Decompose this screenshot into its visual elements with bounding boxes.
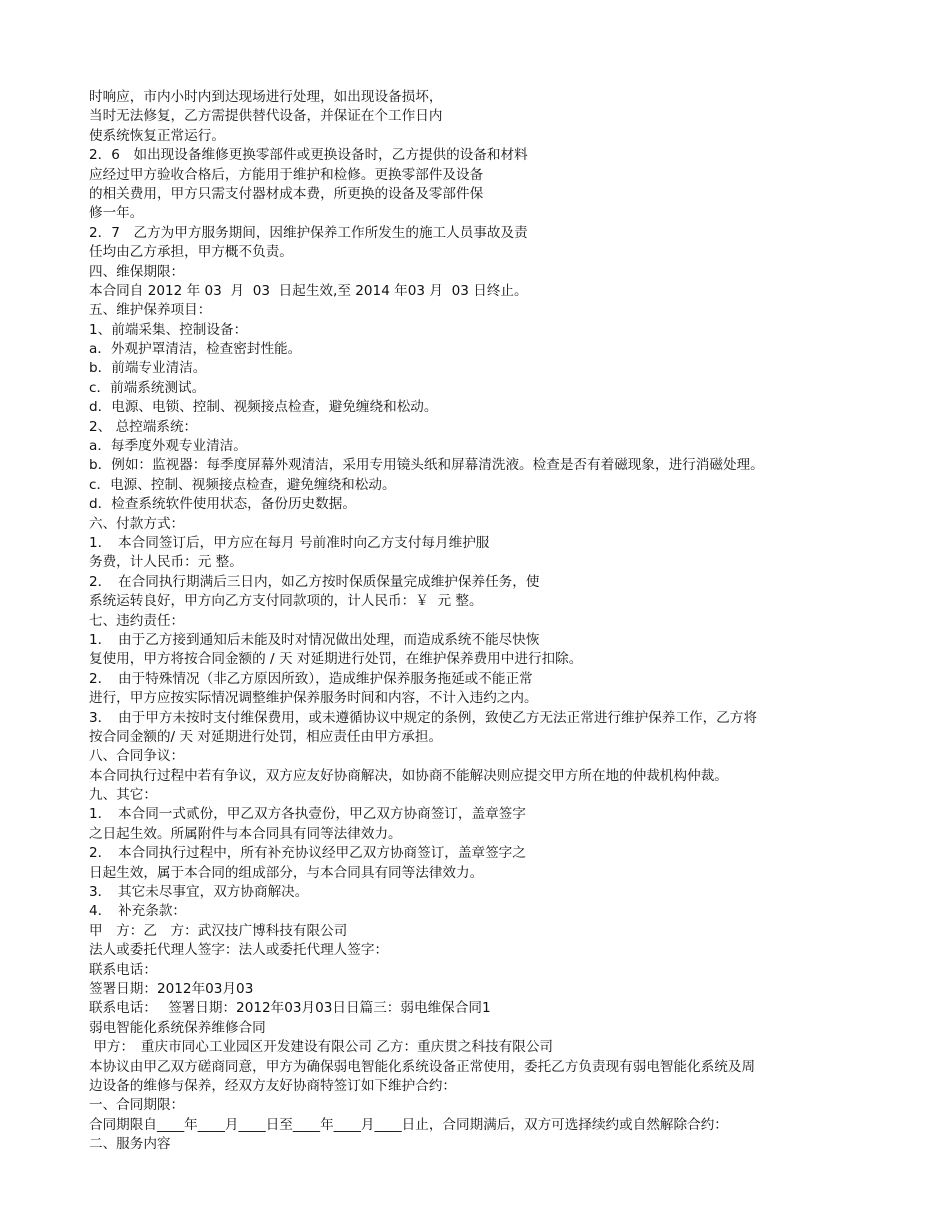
text-line: 2． 在合同执行期满后三日内，如乙方按时保质保量完成维护保养任务，使 (89, 573, 540, 590)
text-line: c．电源、控制、视频接点检查，避免缠绕和松动。 (89, 476, 396, 493)
section-heading: 二、服务内容 (89, 1136, 171, 1153)
text-line: 本合同执行过程中若有争议，双方应友好协商解决，如协商不能解决则应提交甲方所在地的仲裁机构仲裁。 (89, 767, 728, 784)
text-line: d．检查系统软件使用状态，备份历史数据。 (89, 496, 356, 513)
signature-line: 法人或委托代理人签字：法人或委托代理人签字： (89, 942, 389, 959)
text-line: 1． 本合同签订后，甲方应在每月 号前准时向乙方支付每月维护服 (89, 534, 490, 551)
section-heading: 七、违约责任： (89, 612, 185, 629)
text-line: d．电源、电锁、控制、视频接点检查，避免缠绕和松动。 (89, 399, 438, 416)
text-line: 2、 总控端系统： (89, 418, 198, 435)
signature-line: 签署日期：2012年03月03 (89, 980, 254, 997)
text-line: 应经过甲方验收合格后，方能用于维护和检修。更换零部件及设备 (89, 166, 484, 183)
text-line: 务费，计人民币：元 整。 (89, 554, 243, 571)
text-line: 时响应，市内小时内到达现场进行处理，如出现设备损坏， (89, 89, 443, 105)
signature-line: 甲 方：乙 方：武汉技广博科技有限公司 (89, 922, 348, 939)
text-line: 3． 由于甲方未按时支付维保费用，或未遵循协议中规定的条例，致使乙方无法正常进行维护保养工作，乙方将 (89, 709, 757, 726)
text-line: 当时无法修复，乙方需提供替代设备，并保证在个工作日内 (89, 108, 443, 125)
parties-line: 甲方： 重庆市同心工业园区开发建设有限公司 乙方：重庆贯之科技有限公司 (89, 1039, 554, 1056)
section-heading: 四、维保期限： (89, 263, 185, 280)
text-line: 1、前端采集、控制设备： (89, 321, 248, 338)
text-line: 本协议由甲乙双方磋商同意，甲方为确保弱电智能化系统设备正常使用，委托乙方负责现有弱电智能化系统及周 (89, 1058, 756, 1075)
text-line: 本合同自 2012 年 03 月 03 日起生效,至 2014 年03 月 03 日终止。 (89, 282, 528, 299)
text-line: c．前端系统测试。 (89, 379, 206, 396)
document-title: 弱电智能化系统保养维修合同 (89, 1019, 266, 1036)
section-heading: 一、合同期限： (89, 1097, 185, 1114)
text-line: 系统运转良好，甲方向乙方支付同款项的，计人民币：￥ 元 整。 (89, 593, 483, 610)
text-line: 2． 本合同执行过程中，所有补充协议经甲乙双方协商签订，盖章签字之 (89, 845, 526, 862)
document-body (89, 88, 869, 1154)
text-line: 复使用，甲方将按合同金额的 / 天 对延期进行处罚，在维护保养费用中进行扣除。 (89, 651, 583, 668)
signature-line: 联系电话： (89, 961, 157, 978)
text-line: 的相关费用，甲方只需支付器材成本费，所更换的设备及零部件保 (89, 185, 484, 202)
section-heading: 八、合同争议： (89, 748, 185, 765)
text-line: 1． 由于乙方接到通知后未能及时对情况做出处理，而造成系统不能尽快恢 (89, 631, 540, 648)
text-line: 按合同金额的/ 天 对延期进行处罚，相应责任由甲方承担。 (89, 728, 443, 745)
section-heading: 五、维护保养项目： (89, 302, 212, 319)
text-line: b．前端专业清洁。 (89, 360, 207, 377)
section-heading: 九、其它： (89, 787, 157, 804)
text-line: 使系统恢复正常运行。 (89, 127, 225, 144)
section-heading: 六、付款方式： (89, 515, 185, 532)
text-line: 日起生效，属于本合同的组成部分，与本合同具有同等法律效力。 (89, 864, 484, 881)
text-line: a．每季度外观专业清洁。 (89, 438, 247, 455)
text-line: 任均由乙方承担，甲方概不负责。 (89, 244, 293, 261)
text-line: 2． 由于特殊情况（非乙方原因所致），造成维护保养服务拖延或不能正常 (89, 670, 533, 687)
text-line: 3． 其它未尽事宜，双方协商解决。 (89, 884, 309, 901)
text-line: 边设备的维修与保养，经双方友好协商特签订如下维护合约： (89, 1077, 457, 1094)
text-line: 4． 补充条款： (89, 903, 187, 920)
text-line: 2．7 乙方为甲方服务期间，因维护保养工作所发生的施工人员事故及责 (89, 224, 528, 241)
text-line: 1． 本合同一式贰份，甲乙双方各执壹份，甲乙双方协商签订，盖章签字 (89, 806, 526, 823)
text-line: b．例如：监视器：每季度屏幕外观清洁，采用专用镜头纸和屏幕清洗液。检查是否有着磁现象，进行消磁处理。 (89, 457, 764, 474)
text-line: 进行，甲方应按实际情况调整维护保养服务时间和内容，不计入违约之内。 (89, 690, 538, 707)
text-line: 修一年。 (89, 205, 144, 222)
text-line: 之日起生效。所属附件与本合同具有同等法律效力。 (89, 825, 402, 842)
text-line: a．外观护罩清洁，检查密封性能。 (89, 341, 302, 358)
text-line: 合同期限自____年____月____日至____年____月____日止，合同期满后，双方可选择续约或自然解除合约： (89, 1116, 728, 1133)
text-line: 2．6 如出现设备维修更换零部件或更换设备时，乙方提供的设备和材料 (89, 147, 528, 164)
signature-line: 联系电话： 签署日期：2012年03月03日日篇三：弱电维保合同1 (89, 1000, 491, 1017)
